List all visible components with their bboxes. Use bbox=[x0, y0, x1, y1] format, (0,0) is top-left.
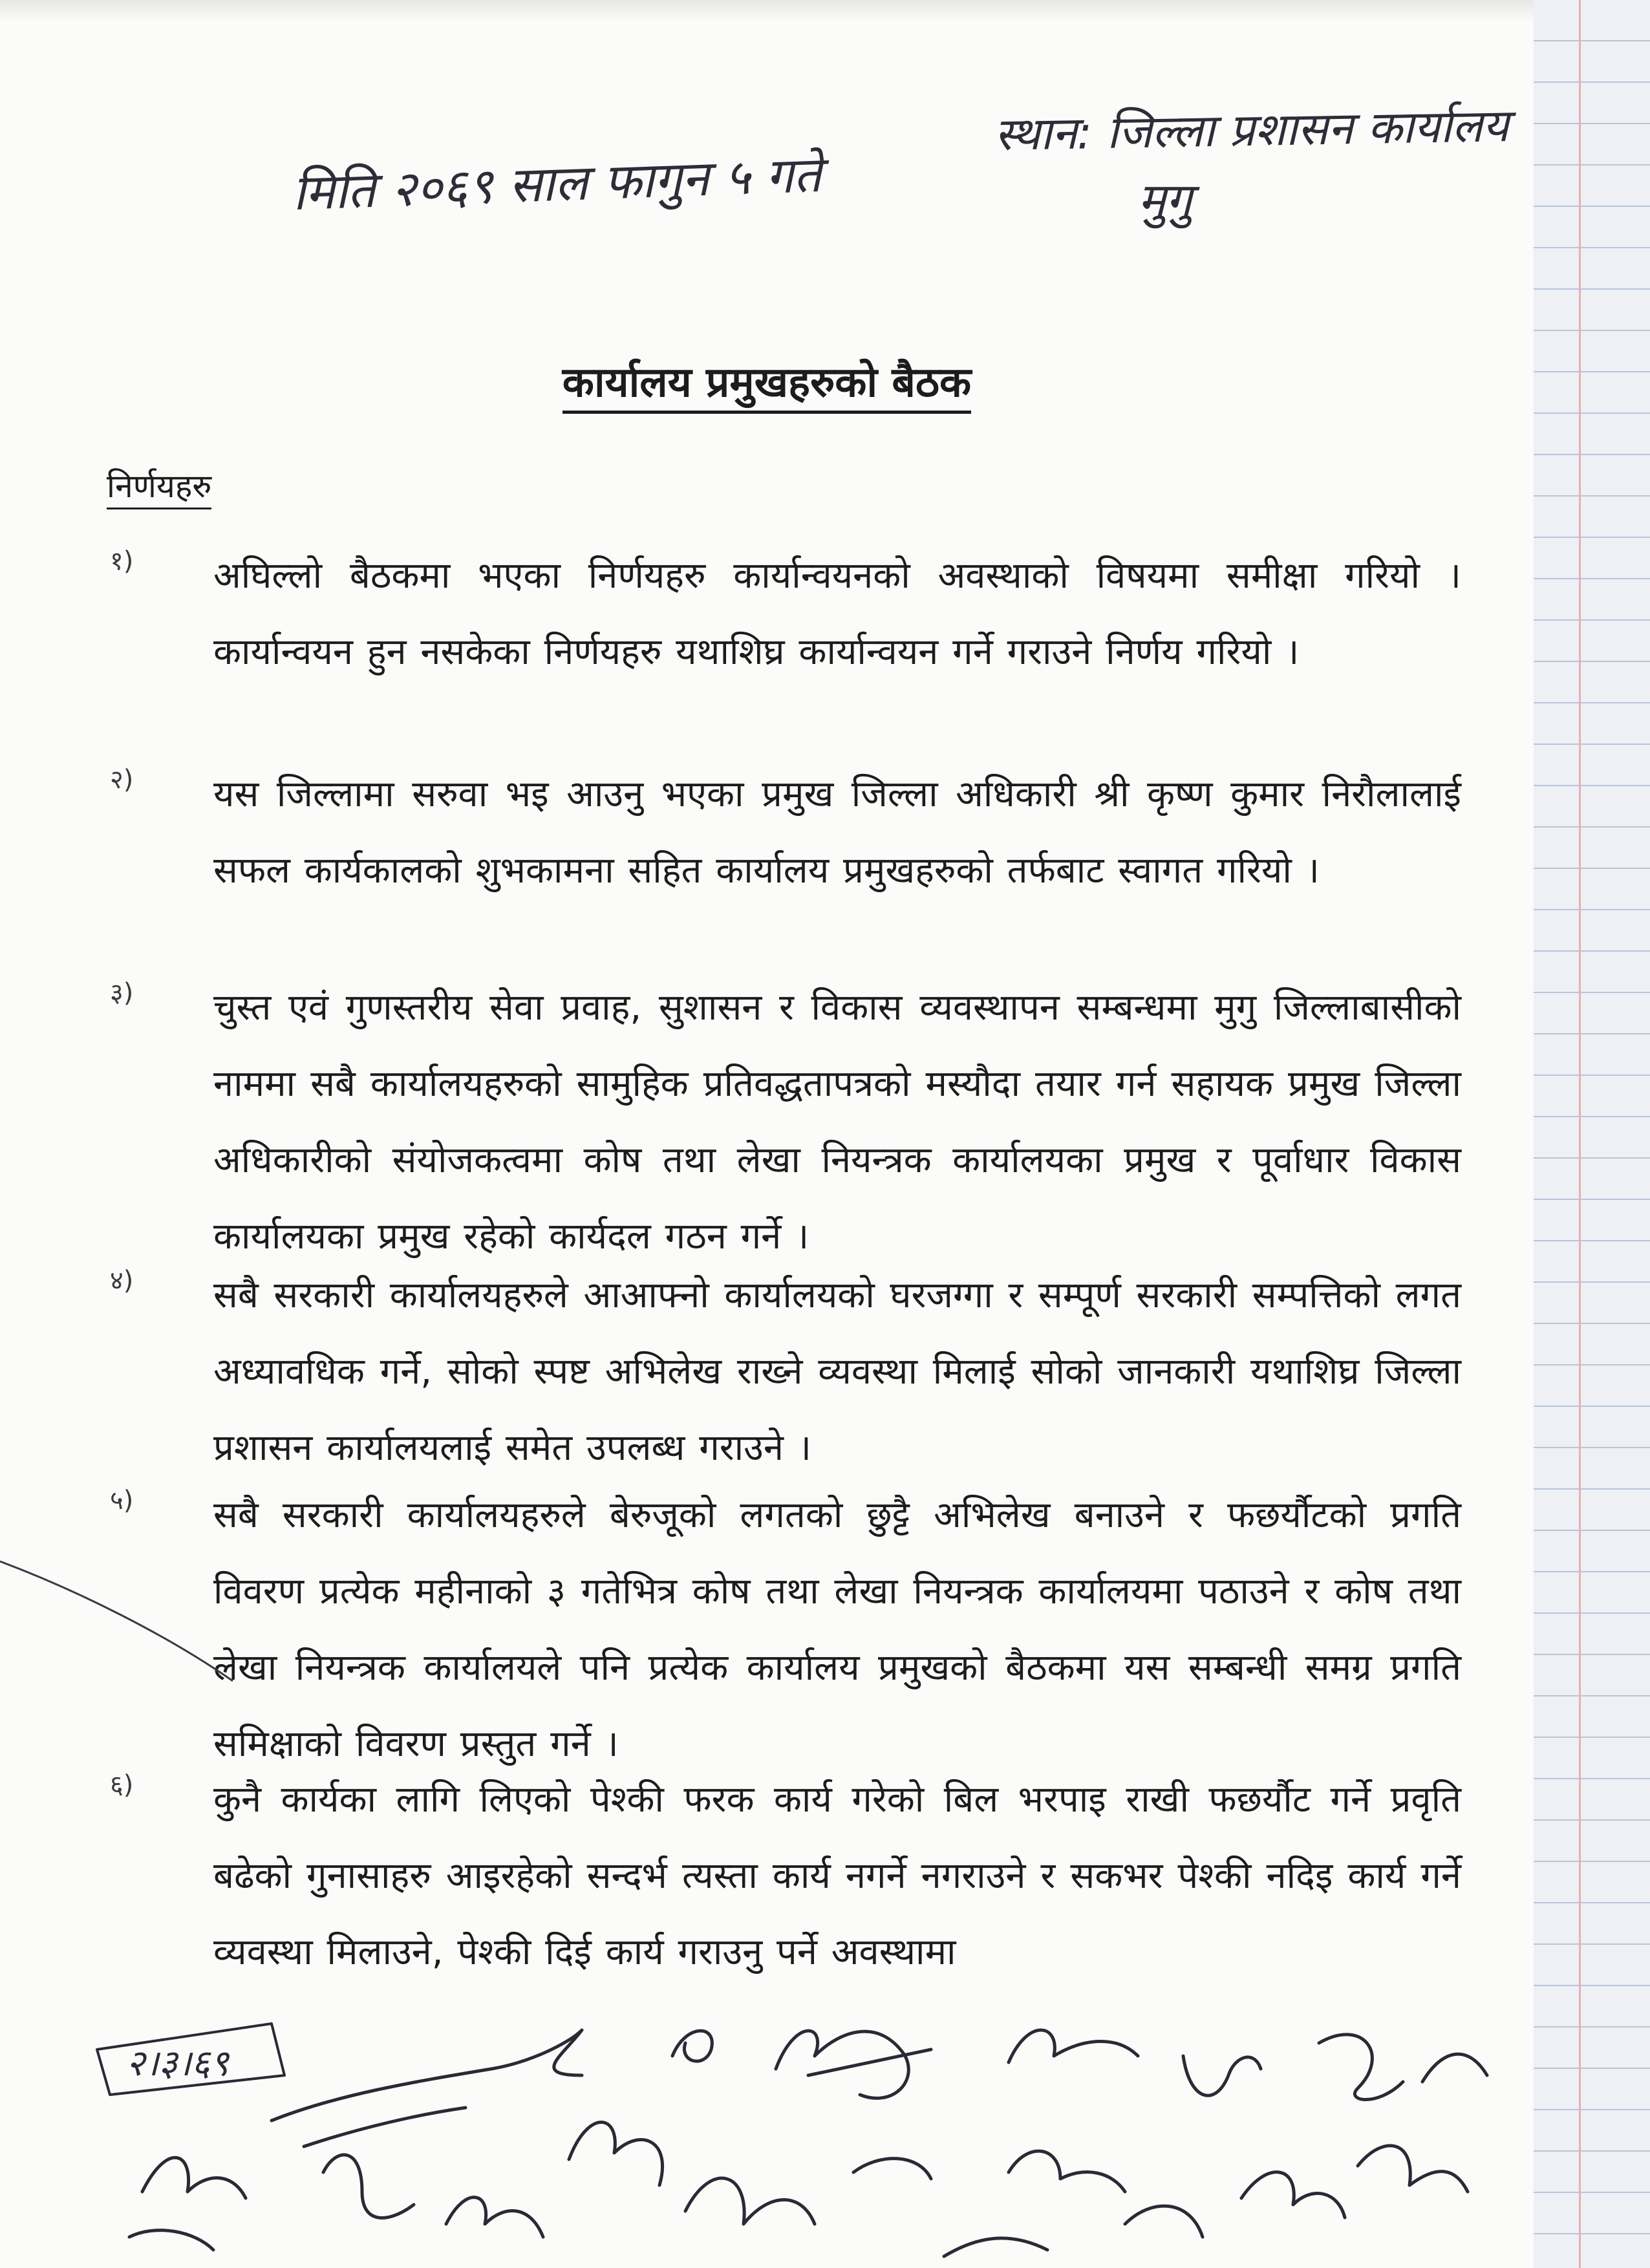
decision-number: ४) bbox=[110, 1266, 134, 1296]
decision-text: सबै सरकारी कार्यालयहरुले बेरुजूको लगतको छुट्टै अभिलेख बनाउने र फछर्यौटको प्रगति विवरण प्रत्येक महीनाको ३ गतेभित्र कोष तथा लेखा नियन्त्रक कार्यालयमा पठाउने र कोष तथा लेखा नियन्त्रक कार्यालयले पनि प्रत्येक कार्यालय प्रमुखको बैठकमा यस सम्बन्धी समग्र प्रगति समिक्षाको विवरण प्रस्तुत गर्ने । bbox=[213, 1494, 1461, 1765]
decision-number: ६) bbox=[110, 1770, 134, 1800]
document-title-text: कार्यालय प्रमुखहरुको बैठक bbox=[562, 359, 971, 414]
ruled-paper-edge bbox=[1534, 0, 1650, 2268]
decision-text: सबै सरकारी कार्यालयहरुले आआफ्नो कार्यालयको घरजग्गा र सम्पूर्ण सरकारी सम्पत्तिको लगत अध्यावधिक गर्ने, सोको स्पष्ट अभिलेख राख्ने व्यवस्था मिलाई सोको जानकारी यथाशिघ्र जिल्ला प्रशासन कार्यालयलाई समेत उपलब्ध गराउने । bbox=[213, 1274, 1461, 1469]
decision-number: ५) bbox=[110, 1486, 134, 1515]
decision-text: अघिल्लो बैठकमा भएका निर्णयहरु कार्यान्वयनको अवस्थाको विषयमा समीक्षा गरियो । कार्यान्वयन हुन नसकेका निर्णयहरु यथाशिघ्र कार्यान्वयन गर्ने गराउने निर्णय गरियो । bbox=[213, 555, 1461, 673]
signatures-block bbox=[0, 1978, 1534, 2268]
decision-text: चुस्त एवं गुणस्तरीय सेवा प्रवाह, सुशासन र विकास व्यवस्थापन सम्बन्धमा मुगु जिल्लाबासीको नाममा सबै कार्यालयहरुको सामुहिक प्रतिवद्धतापत्रको मस्यौदा तयार गर्न सहायक प्रमुख जिल्ला अधिकारीको संयोजकत्वमा कोष तथा लेखा नियन्त्रक कार्यालयका प्रमुख र पूर्वाधार विकास कार्यालयका प्रमुख रहेको कार्यदल गठन गर्ने । bbox=[213, 987, 1461, 1257]
decisions-heading-text: निर्णयहरु bbox=[107, 467, 211, 509]
ruled-margin-line bbox=[1579, 0, 1581, 2268]
decision-number: २) bbox=[110, 765, 134, 795]
handwritten-signatures bbox=[0, 1978, 1534, 2268]
signature-date-note: २।३।६९ bbox=[126, 2042, 229, 2084]
decision-number: ३) bbox=[110, 978, 134, 1008]
handwritten-date: मिति २०६९ साल फागुन ५ गते bbox=[291, 145, 822, 222]
decision-text: यस जिल्लामा सरुवा भइ आउनु भएका प्रमुख जिल्ला अधिकारी श्री कृष्ण कुमार निरौलालाई सफल कार्यकालको शुभकामना सहित कार्यालय प्रमुखहरुको तर्फबाट स्वागत गरियो । bbox=[213, 773, 1461, 892]
decision-text: कुनै कार्यका लागि लिएको पेश्की फरक कार्य गरेको बिल भरपाइ राखी फछर्यौट गर्ने प्रवृति बढेको गुनासाहरु आइरहेको सन्दर्भ त्यस्ता कार्य नगर्ने नगराउने र सकभर पेश्की नदिइ कार्य गर्ने व्यवस्था मिलाउने, पेश्की दिई कार्य गराउनु पर्ने अवस्थामा bbox=[213, 1779, 1461, 1973]
handwritten-place-line2: मुगु bbox=[1138, 173, 1192, 227]
decision-number: १) bbox=[110, 546, 134, 576]
handwritten-place-line1: स्थान: जिल्ला प्रशासन कार्यालय bbox=[994, 99, 1510, 161]
